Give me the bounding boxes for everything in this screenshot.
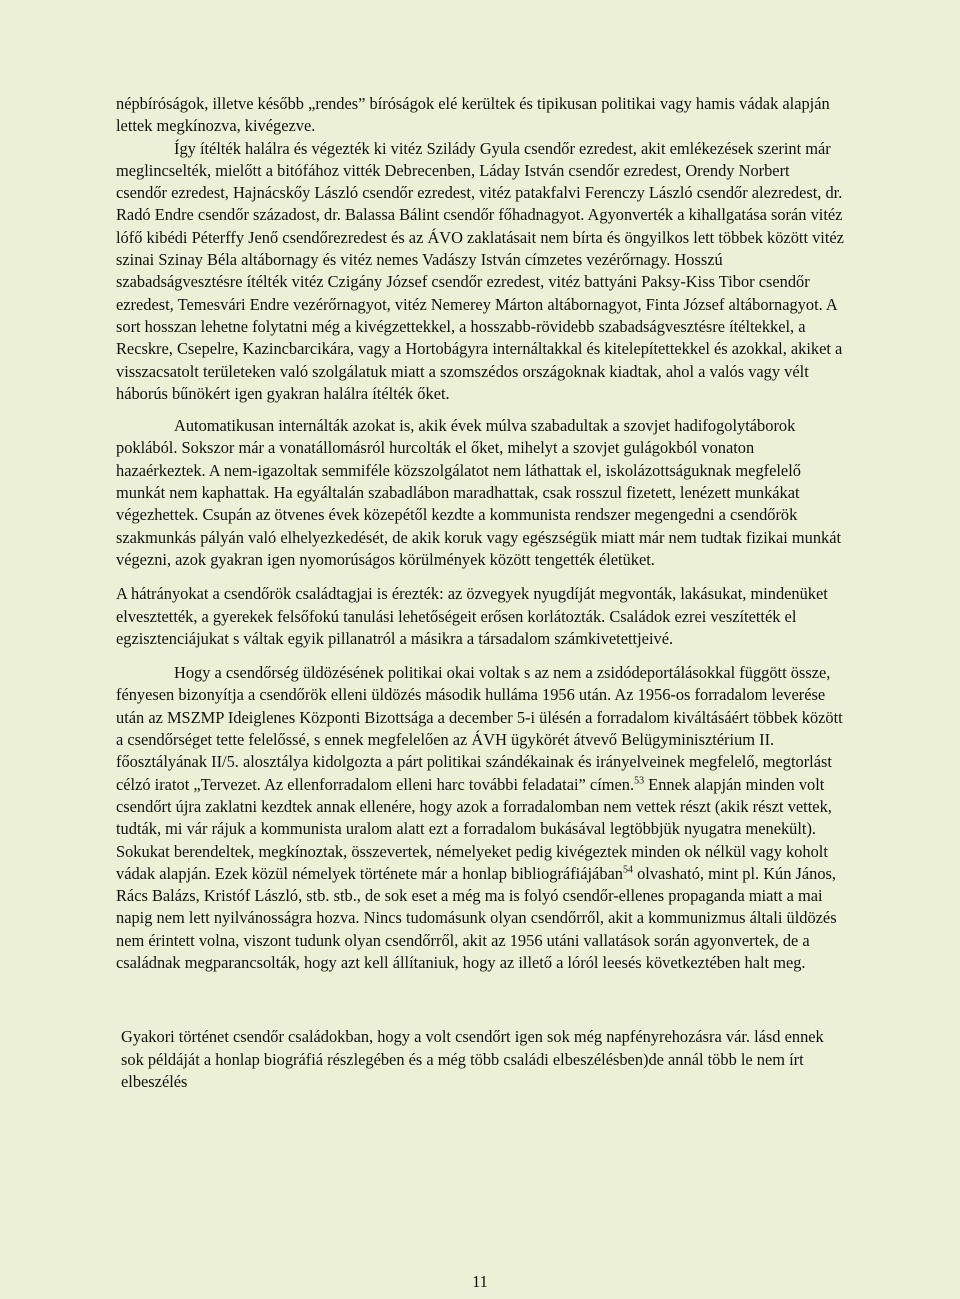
- paragraph-5-part-3: olvasható, mint pl. Kún János, Rács Balázs, Kristóf László, stb. stb., de sok eset a még ma is folyó csendőr-ellenes propaganda miatt a mai napig nem lett nyilvánosságra hozva. Nincs tudomásunk olyan csendőrről, akit a kommunizmus általi üldözés nem érintett volna, viszont tudunk olyan csendőrről, akit az 1956 utáni vallatások során agyonvertek, de a családnak megparancsolták, hogy azt kell állítaniuk, hogy az illető a lóról leesés következtében halt meg.: [116, 863, 837, 972]
- paragraph-5-part-1: Hogy a csendőrség üldözésének politikai okai voltak s az nem a zsidódeportálásokkal függött össze, fényesen bizonyítja a csendőrök elleni üldözés második hulláma 1956 után. Az 1956-os forradalom leverése után az MSZMP Ideiglenes Központi Bizottsága a december 5-i ülésén a forradalom kiváltásáért többek között a csendőrséget tette felelőssé, s ennek megfelelően az ÁVH ügykörét átvevő Belügyminisztérium II. főosztályának II/5. alosztálya kidolgozta a párt politikai szándékainak és irányelveinek megfelelő, megtorlást célzó iratot „Tervezet. Az ellenforradalom elleni harc további feladatai” címen.: [116, 663, 843, 794]
- paragraph-3: Automatikusan internálták azokat is, akik évek múlva szabadultak a szovjet hadifogolytáborok poklából. Sokszor már a vonatállomásról hurcolták el őket, mihelyt a szovjet gulágokból vonaton hazaérkeztek. A nem-igazoltak semmiféle közszolgálatot nem láthattak el, iskolázottságuknak megfelelő munkát nem kaphattak. Ha egyáltalán szabadlábon maradhattak, csak rosszul fizetett, lenézett munkákat végezhettek. Csupán az ötvenes évek közepétől kezdte a kommunista rendszer megengedni a csendőrök szakmunkás pályán való elhelyezkedését, de akik koruk vagy egészségük miatt már nem tudtak fizikai munkát végezni, azok gyakran igen nyomorúságos körülmények között tengették életüket.: [116, 416, 842, 569]
- footnote-ref-54[interactable]: 54: [622, 864, 633, 876]
- paragraph-4: A hátrányokat a csendőrök családtagjai is érezték: az özvegyek nyugdíját megvonták, lakásukat, mindenüket elvesztették, a gyerekek felsőfokú tanulási lehetőségeit erősen korlátozták. Családok ezrei veszítették el egzisztenciájukat s váltak egyik pillanatról a másikra a társadalom számkivetettjeivé.: [116, 584, 828, 648]
- footnote-ref-53[interactable]: 53: [634, 775, 645, 787]
- paragraph-5-part-2: Ennek alapján minden volt csendőrt újra zaklatni kezdtek annak ellenére, hogy azok a forradalomban nem vettek részt (akik részt vettek, tudták, mi vár rájuk a kommunista uralom alatt ezt a forradalom bukásával legtöbbjük nyugatra menekült). Sokukat berendeltek, megkínoztak, összevertek, némelyeket pedig kivégeztek minden ok nélkül vagy koholt vádak alapján. Ezek közül némelyek története már a honlap bibliográfiájában: [116, 774, 832, 883]
- paragraph-5: [116, 662, 844, 974]
- page-number: 11: [472, 1272, 488, 1291]
- paragraph-2: Így ítélték halálra és végezték ki vitéz Szilády Gyula csendőr ezredest, akit emlékezések szerint már meglincselték, mielőtt a bitófához vitték Debrecenben, Láday István csendőr ezredest, Orendy Norbert csendőr ezredest, Hajnácskőy László csendőr ezredest, vitéz patakfalvi Ferenczy László csendőr alezredest, dr. Radó Endre csendőr századost, dr. Balassa Bálint csendőr főhadnagyot. Agyonverték a kihallgatása során vitéz lófő kibédi Péterffy Jenő csendőrezredest és az ÁVO zaklatásait nem bírta és öngyilkos lett többek között vitéz szinai Szinay Béla altábornagy és vitéz nemes Vadászy István címzetes vezérőrnagy. Hosszú szabadságvesztésre ítélték vitéz Czigány József csendőr ezredest, vitéz battyáni Paksy-Kiss Tibor csendőr ezredest, Temesvári Endre vezérőrnagyot, vitéz Nemerey Márton altábornagyot, Finta József altábornagyot. A sort hosszan lehetne folytatni még a kivégzettekkel, a hosszabb-rövidebb szabadságvesztésre ítéltekkel, a Recskre, Csepelre, Kazincbarcikára, vagy a Hortobágyra internáltakkal és kitelepítettekkel és azokkal, akiket a visszacsatolt területeken való szolgálatuk miatt a szomszédos országoknak kiadtak, ahol a valós vagy vélt háborús bűnökért igen gyakran halálra ítélték őket.: [116, 138, 844, 403]
- paragraph-6: Gyakori történet csendőr családokban, hogy a volt csendőrt igen sok még napfényrehozásra vár. lásd ennek sok példáját a honlap biográfiá részlegében és a még több családi elbeszélésben)de annál több le nem írt elbeszélés: [121, 1027, 824, 1091]
- document-body: [116, 93, 844, 1093]
- paragraph-1: népbíróságok, illetve később „rendes” bíróságok elé kerültek és tipikusan politikai vagy hamis vádak alapján lettek megkínozva, kivégezve.: [116, 94, 830, 136]
